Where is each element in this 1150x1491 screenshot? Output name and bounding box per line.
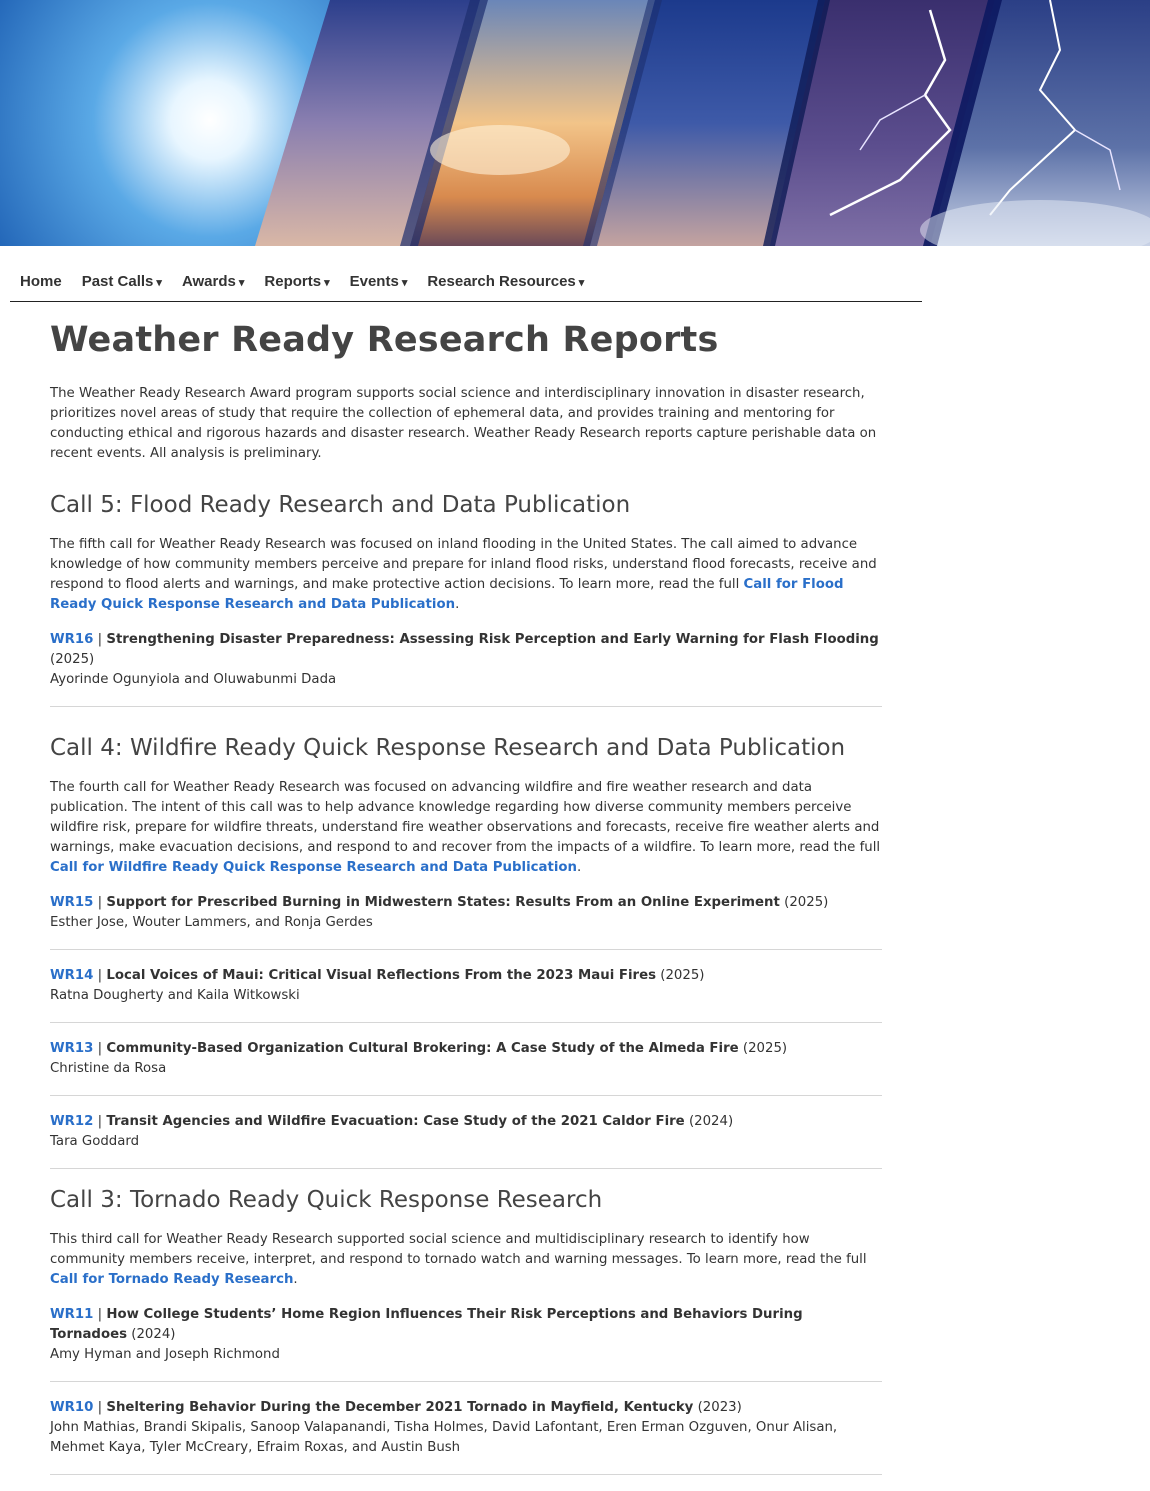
caret-down-icon: ▾ xyxy=(238,277,245,289)
separator: | xyxy=(97,1114,103,1129)
nav-past-calls-label: Past Calls xyxy=(81,273,154,290)
report-year: (2025) xyxy=(50,652,95,667)
nav-awards[interactable] xyxy=(172,273,254,301)
report-authors: Christine da Rosa xyxy=(50,1061,167,1076)
report-title: Transit Agencies and Wildfire Evacuation: Case Study of the 2021 Caldor Fire xyxy=(106,1114,685,1129)
report-title: Community-Based Organization Cultural Brokering: A Case Study of the Almeda Fire xyxy=(106,1041,739,1056)
report-entry-wr13 xyxy=(50,1039,882,1096)
report-year: (2025) xyxy=(742,1041,788,1056)
call-4-link[interactable]: Call for Wildfire Ready Quick Response Research and Data Publication xyxy=(50,860,577,875)
weather-collage-graphic xyxy=(0,0,1150,246)
nav-events-label: Events xyxy=(349,273,399,290)
header-banner-image xyxy=(0,0,1150,246)
period: . xyxy=(455,597,460,612)
call-3-heading: Call 3: Tornado Ready Quick Response Research xyxy=(50,1187,603,1213)
page-title: Weather Ready Research Reports xyxy=(50,320,719,360)
call-4-description-text: The fourth call for Weather Ready Research was focused on advancing wildfire and fire weather research and data publication. The intent of this call was to help advance knowledge regarding how diverse community members perceive wildfire risk, prepare for wildfire threats, understand fire weather observations and forecasts, receive fire weather alerts and warnings, make evacuation decisions, and respond to and recover from the impacts of a wildfire. To learn more, read the full xyxy=(50,780,881,855)
separator: | xyxy=(97,1400,103,1415)
nav-reports[interactable] xyxy=(254,273,339,301)
report-authors: John Mathias, Brandi Skipalis, Sanoop Valapanandi, Tisha Holmes, David Lafontant, Eren Erman Ozguven, Onur Alisan, Mehmet Kaya, Tyler McCreary, Efraim Roxas, and Austin Bush xyxy=(50,1420,838,1455)
call-3-description xyxy=(50,1230,882,1290)
nav-research-resources-label: Research Resources xyxy=(427,273,576,290)
caret-down-icon: ▾ xyxy=(156,277,162,289)
report-year: (2025) xyxy=(784,895,829,910)
main-navigation xyxy=(10,246,922,302)
separator: | xyxy=(97,895,103,910)
nav-home-label: Home xyxy=(20,273,62,290)
report-year: (2024) xyxy=(131,1327,176,1342)
report-title: Strengthening Disaster Preparedness: Assessing Risk Perception and Early Warning for Flash Flooding xyxy=(106,632,879,647)
report-title: Support for Prescribed Burning in Midwestern States: Results From an Online Experiment xyxy=(106,895,780,910)
report-code-link[interactable]: WR15 xyxy=(50,895,94,910)
report-entry-wr10 xyxy=(50,1398,882,1475)
call-5-link[interactable]: Call for Flood Ready Quick Response Research and Data Publication xyxy=(50,577,844,612)
nav-home[interactable] xyxy=(10,273,72,301)
caret-down-icon: ▾ xyxy=(324,277,330,289)
report-authors: Ayorinde Ogunyiola and Oluwabunmi Dada xyxy=(50,672,337,687)
call-3-description-text: This third call for Weather Ready Research supported social science and multidisciplinary research to identify how community members receive, interpret, and respond to tornado watch and warning messages. To learn more, read the full xyxy=(50,1232,867,1267)
call-5-description xyxy=(50,535,882,615)
report-authors: Amy Hyman and Joseph Richmond xyxy=(50,1347,280,1362)
separator: | xyxy=(97,968,103,983)
report-entry-wr15 xyxy=(50,893,882,950)
call-4-description xyxy=(50,778,882,878)
report-entry-wr14 xyxy=(50,966,882,1023)
report-authors: Esther Jose, Wouter Lammers, and Ronja Gerdes xyxy=(50,915,373,930)
nav-reports-label: Reports xyxy=(264,273,322,290)
separator: | xyxy=(97,1307,103,1322)
report-title: Local Voices of Maui: Critical Visual Reflections From the 2023 Maui Fires xyxy=(106,968,657,983)
report-authors: Ratna Dougherty and Kaila Witkowski xyxy=(50,988,300,1003)
call-5-heading: Call 5: Flood Ready Research and Data Publication xyxy=(50,492,631,518)
call-5-description-text: The fifth call for Weather Ready Research was focused on inland flooding in the United States. The call aimed to advance knowledge of how community members perceive and prepare for inland flood risks, understand flood forecasts, receive and respond to flood alerts and warnings, and make protective action decisions. To learn more, read the full xyxy=(50,537,877,592)
call-3-link[interactable]: Call for Tornado Ready Research xyxy=(50,1272,294,1287)
nav-past-calls[interactable] xyxy=(72,273,172,301)
report-entry-wr11 xyxy=(50,1305,882,1382)
separator: | xyxy=(97,632,103,647)
report-code-link[interactable]: WR14 xyxy=(50,968,94,983)
report-year: (2024) xyxy=(688,1114,734,1129)
report-authors: Tara Goddard xyxy=(50,1134,140,1149)
nav-research-resources[interactable] xyxy=(417,273,594,301)
report-code-link[interactable]: WR12 xyxy=(50,1114,94,1129)
report-entry-wr16 xyxy=(50,630,882,707)
page-intro: The Weather Ready Research Award program supports social science and interdisciplinary innovation in disaster research, prioritizes novel areas of study that require the collection of ephemeral data, and provides training and mentoring for conducting ethical and rigorous hazards and disaster research. Weather Ready Research reports capture perishable data on recent events. All analysis is preliminary. xyxy=(50,386,877,461)
report-entry-wr12 xyxy=(50,1112,882,1169)
report-title: How College Students’ Home Region Influences Their Risk Perceptions and Behaviors During Tornadoes xyxy=(50,1307,803,1342)
report-year: (2025) xyxy=(660,968,705,983)
report-code-link[interactable]: WR16 xyxy=(50,632,94,647)
caret-down-icon: ▾ xyxy=(578,277,585,289)
period: . xyxy=(293,1272,298,1287)
report-code-link[interactable]: WR11 xyxy=(50,1307,94,1322)
report-title: Sheltering Behavior During the December 2021 Tornado in Mayfield, Kentucky xyxy=(106,1400,694,1415)
nav-events[interactable] xyxy=(340,273,418,301)
call-4-heading: Call 4: Wildfire Ready Quick Response Research and Data Publication xyxy=(50,735,846,761)
separator: | xyxy=(97,1041,103,1056)
report-code-link[interactable]: WR10 xyxy=(50,1400,94,1415)
main-content xyxy=(50,302,882,1491)
nav-awards-label: Awards xyxy=(181,273,236,290)
report-code-link[interactable]: WR13 xyxy=(50,1041,94,1056)
caret-down-icon: ▾ xyxy=(401,277,408,289)
period: . xyxy=(577,860,582,875)
report-year: (2023) xyxy=(697,1400,742,1415)
